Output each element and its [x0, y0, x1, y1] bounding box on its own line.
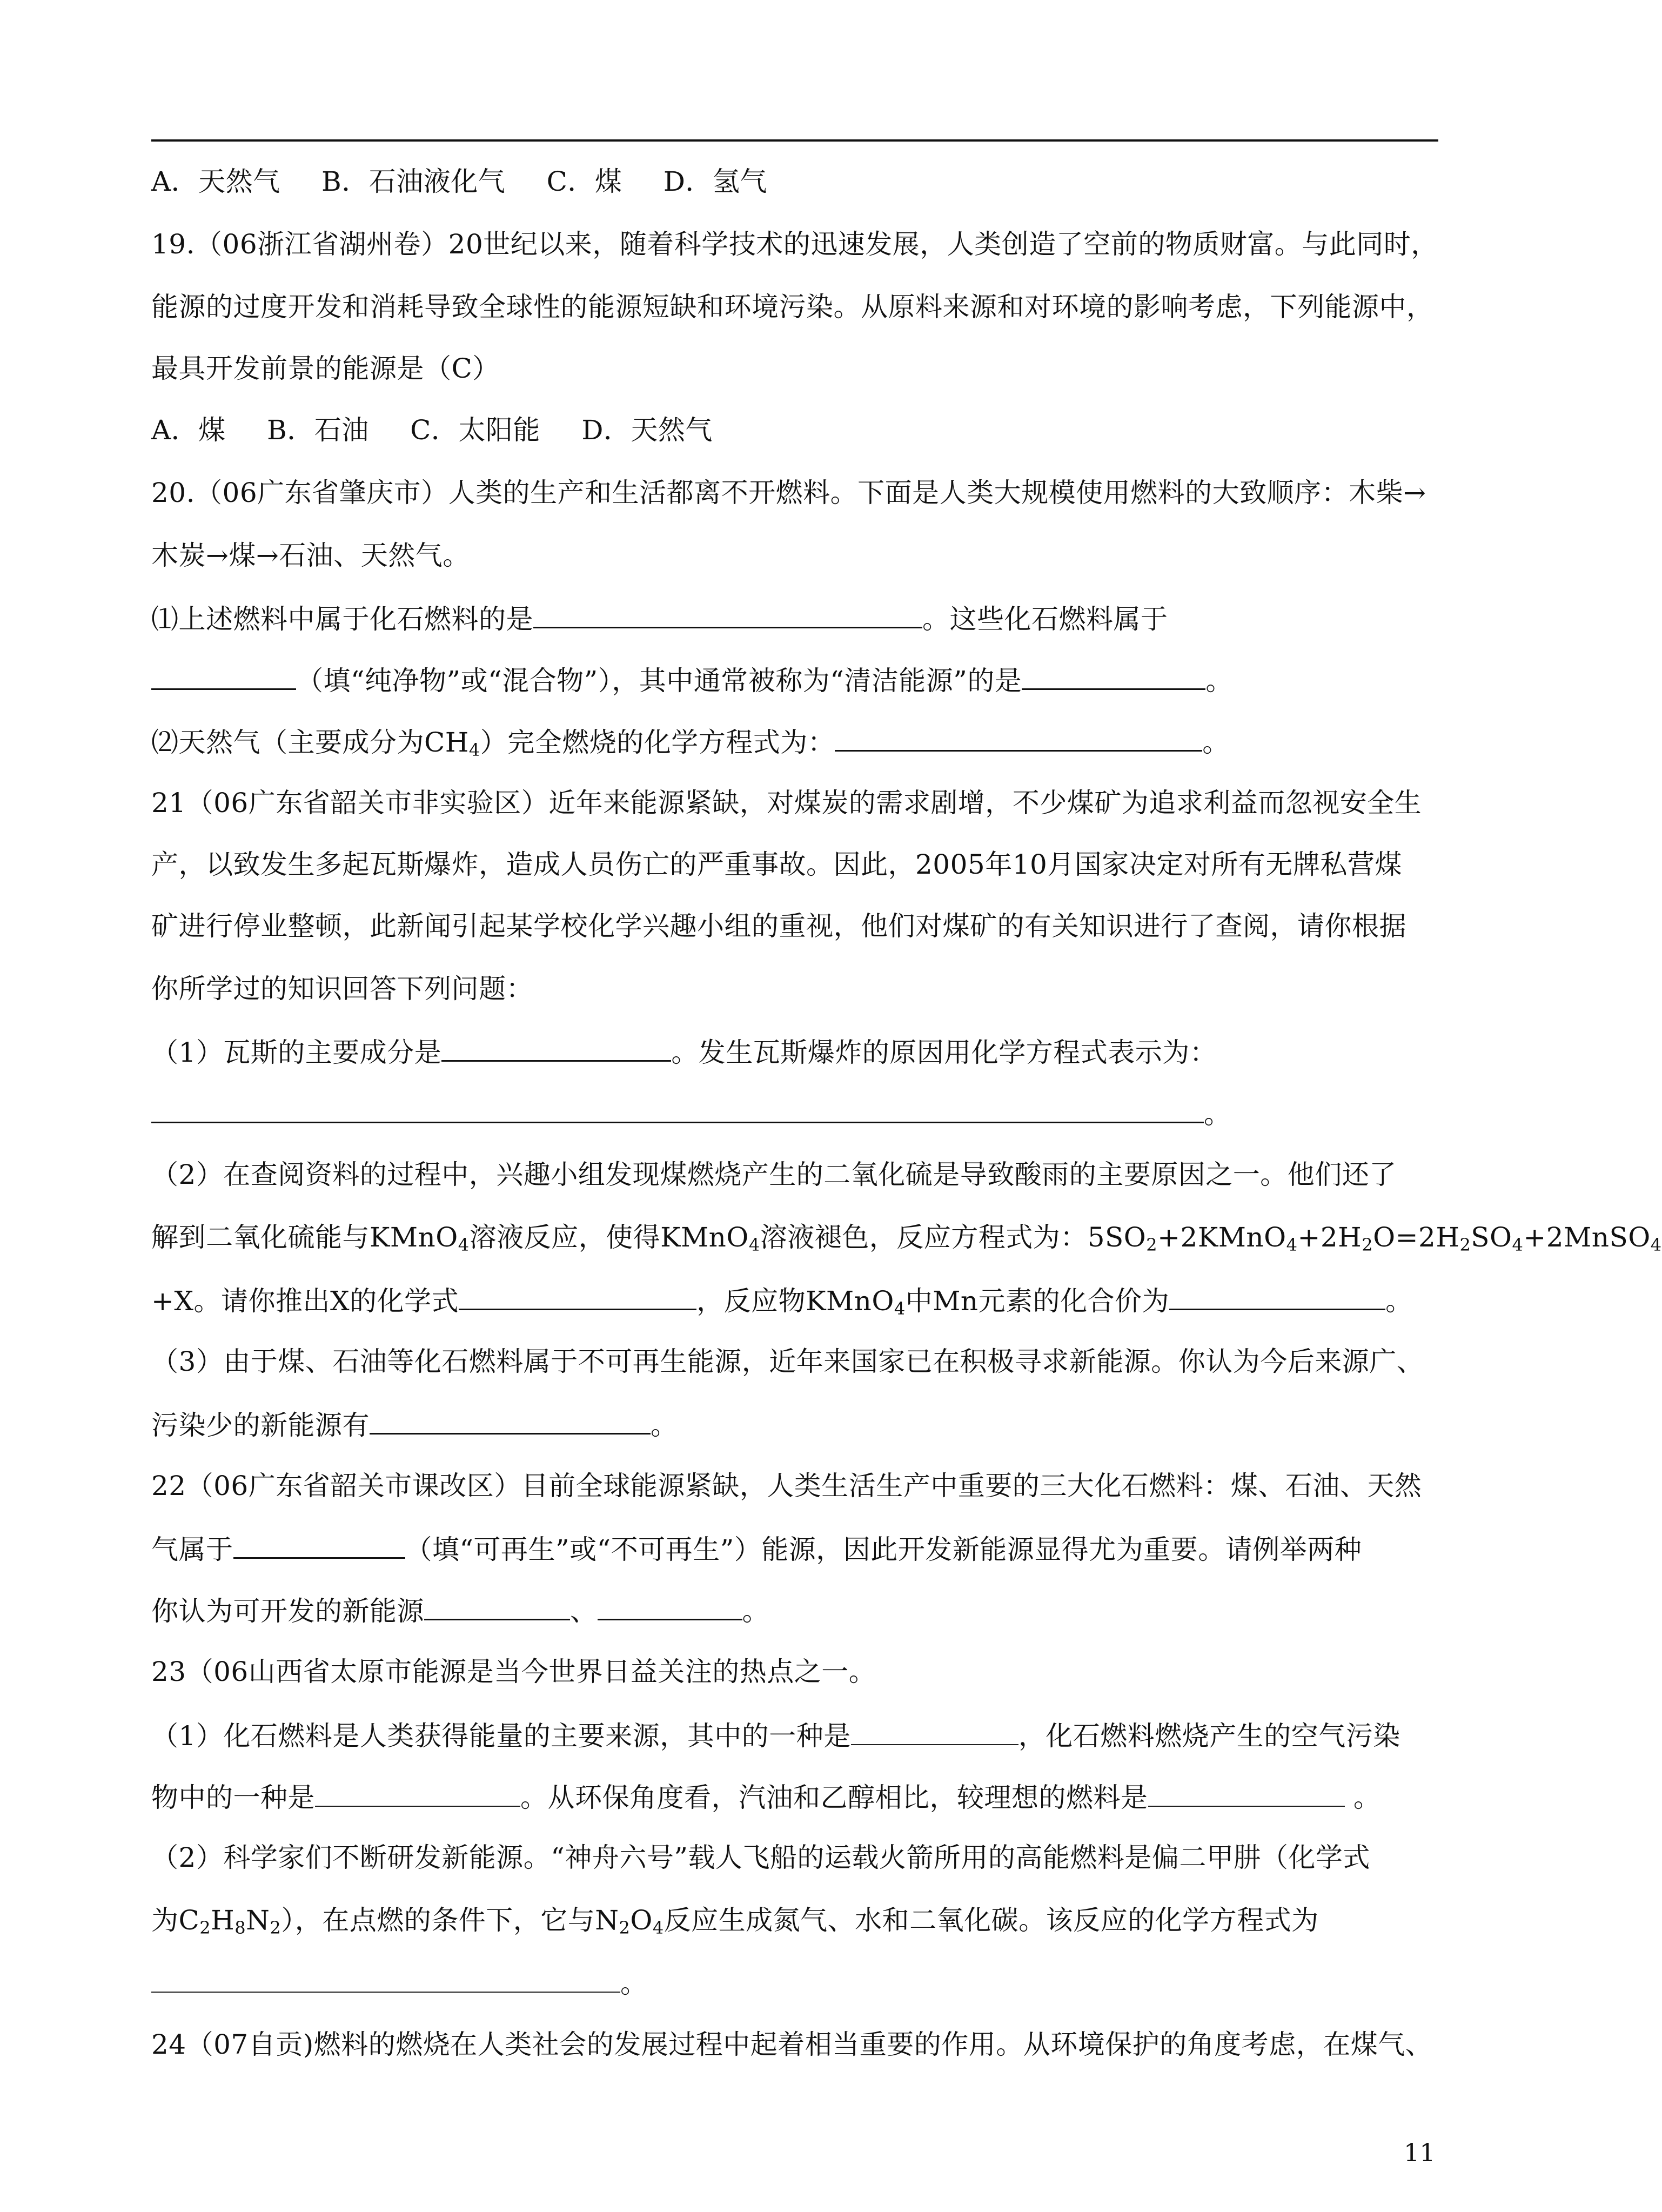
q19-options: [151, 414, 713, 446]
q21-mn-valence-blank[interactable]: [1169, 1283, 1385, 1310]
q22-renewable-blank[interactable]: [233, 1531, 405, 1559]
q20-clean-energy-blank[interactable]: [1022, 662, 1205, 690]
q21-x-formula-blank[interactable]: [459, 1283, 696, 1310]
q21-part-2-line-3: +X。请你推出X的化学式 ，反应物KMnO$_4$中Mn元素的化合价为 。: [151, 1283, 1413, 1317]
q23-part-2-line-1: （2）科学家们不断研发新能源。“神舟六号”载人飞船的运载火箭所用的高能燃料是偏二甲肼（化学式: [151, 1842, 1370, 1873]
q21-part-1-equation: 。: [151, 1096, 1231, 1130]
q20-part-1: ⑴上述燃料中属于化石燃料的是 。这些化石燃料属于: [151, 601, 1168, 635]
q22-line-3: 你认为可开发的新能源 、 。: [151, 1593, 769, 1627]
q21-part-2-line-1: （2）在查阅资料的过程中，兴趣小组发现煤燃烧产生的二氧化硫是导致酸雨的主要原因之一。他们还了: [151, 1159, 1397, 1190]
q21-gas-component-blank[interactable]: [441, 1034, 671, 1062]
q19-option-b: B．石油: [267, 414, 369, 446]
q19-option-c: C．太阳能: [410, 414, 540, 446]
q23-ideal-fuel-blank[interactable]: [1148, 1780, 1345, 1807]
q19-option-d: D．天然气: [581, 414, 713, 446]
q23-part-1-line-2: 物中的一种是 。从环保角度看，汽油和乙醇相比，较理想的燃料是 。: [151, 1780, 1380, 1814]
q23-pollutant-blank[interactable]: [315, 1780, 520, 1807]
q20-line-1: 20.（06广东省肇庆市）人类的生产和生活都离不开燃料。下面是人类大规模使用燃料的大致顺序：木柴→: [151, 477, 1426, 508]
q23-equation-blank[interactable]: [151, 1966, 620, 1993]
q20-line-2: 木炭→煤→石油、天然气。: [151, 540, 470, 571]
q18-options: [151, 165, 767, 198]
q23-fossil-fuel-blank[interactable]: [851, 1718, 1018, 1745]
header-rule: [151, 139, 1438, 142]
q18-option-d: D．氢气: [663, 166, 767, 197]
q20-part-1-cont: （填“纯净物”或“混合物”），其中通常被称为“清洁能源”的是 。: [151, 662, 1233, 697]
q19-line-1: 19.（06浙江省湖州卷）20世纪以来，随着科学技术的迅速发展，人类创造了空前的物质财富。与此同时，: [151, 229, 1438, 260]
q23-part-2-line-3: 。: [151, 1966, 648, 2000]
q20-equation-blank[interactable]: [835, 724, 1202, 752]
q21-part-2-line-2: 解到二氧化硫能与KMnO$_4$溶液反应，使得KMnO$_4$溶液褪色，反应方程式为：$5SO_2+2KMnO_4+2H_2O=2H_2SO_4+2MnSO_4$: [151, 1222, 1662, 1255]
q18-option-c: C．煤: [546, 166, 622, 197]
q19-line-3: 最具开发前景的能源是（C）: [151, 353, 500, 384]
q24-line-1: 24（07自贡)燃料的燃烧在人类社会的发展过程中起着相当重要的作用。从环境保护的角度考虑，在煤气、: [151, 2029, 1433, 2060]
q23-line-1: 23（06山西省太原市能源是当今世界日益关注的热点之一。: [151, 1656, 876, 1687]
q21-part-3-line-1: （3）由于煤、石油等化石燃料属于不可再生能源，近年来国家已在积极寻求新能源。你认为今后来源广、: [151, 1346, 1424, 1377]
q22-new-energy-1-blank[interactable]: [424, 1593, 570, 1620]
q23-part-1-line-1: （1）化石燃料是人类获得能量的主要来源，其中的一种是 ，化石燃料燃烧产生的空气污染: [151, 1718, 1400, 1752]
q19-option-a: A．煤: [151, 414, 226, 446]
q21-line-2: 产，以致发生多起瓦斯爆炸，造成人员伤亡的严重事故。因此，2005年10月国家决定对所有无牌私营煤: [151, 849, 1402, 880]
q18-option-a: A．天然气: [151, 166, 280, 197]
q21-part-3-line-2: 污染少的新能源有 。: [151, 1407, 678, 1442]
q21-line-3: 矿进行停业整顿，此新闻引起某学校化学兴趣小组的重视，他们对煤矿的有关知识进行了查阅，请你根据: [151, 910, 1406, 942]
q23-part-2-line-2: 为$C_2H_8N_2$），在点燃的条件下，它与$N_2O_4$反应生成氮气、水和二氧化碳。该反应的化学方程式为: [151, 1905, 1319, 1938]
q22-line-2: 气属于 （填“可再生”或“不可再生”）能源，因此开发新能源显得尤为重要。请例举两种: [151, 1531, 1362, 1566]
q22-line-1: 22（06广东省韶关市课改区）目前全球能源紧缺，人类生活生产中重要的三大化石燃料：煤、石油、天然: [151, 1470, 1422, 1502]
q21-part-1: （1）瓦斯的主要成分是 。发生瓦斯爆炸的原因用化学方程式表示为：: [151, 1034, 1217, 1069]
q22-new-energy-2-blank[interactable]: [598, 1593, 742, 1620]
q20-part-2: ⑵天然气（主要成分为$CH_4$）完全燃烧的化学方程式为： 。: [151, 724, 1230, 759]
q21-line-4: 你所学过的知识回答下列问题：: [151, 973, 533, 1004]
q21-new-energy-blank[interactable]: [370, 1407, 651, 1435]
q20-mixture-blank[interactable]: [151, 662, 296, 690]
page-number: 11: [1404, 2138, 1436, 2167]
q19-line-2: 能源的过度开发和消耗导致全球性的能源短缺和环境污染。从原料来源和对环境的影响考虑，下列能源中，: [151, 291, 1434, 323]
q18-option-b: B．石油液化气: [321, 166, 506, 197]
q21-explosion-equation-blank[interactable]: [151, 1096, 1204, 1123]
q21-line-1: 21（06广东省韶关市非实验区）近年来能源紧缺，对煤炭的需求剧增，不少煤矿为追求利益而忽视安全生: [151, 787, 1422, 819]
q20-fossil-fuels-blank[interactable]: [533, 601, 922, 628]
